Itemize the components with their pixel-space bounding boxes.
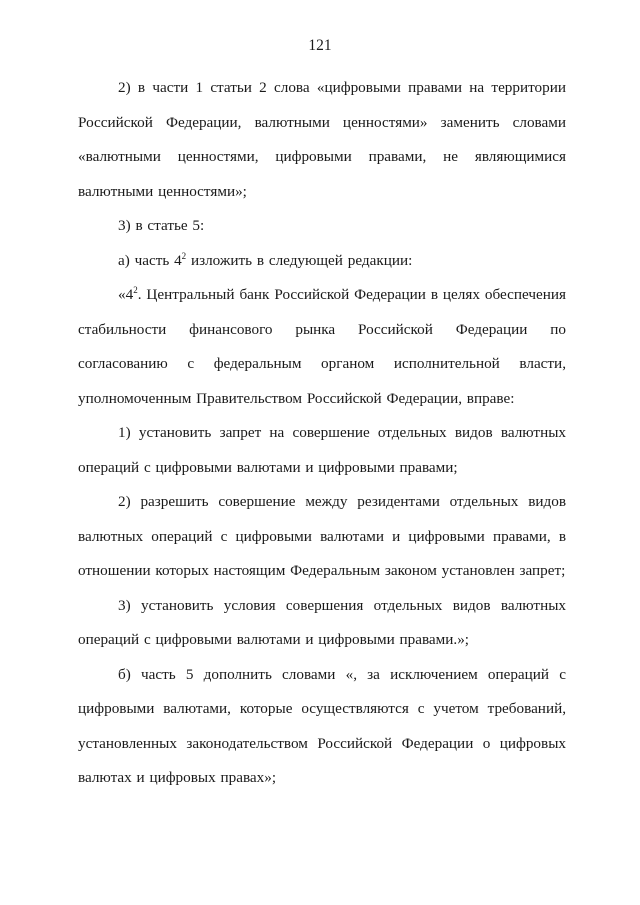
paragraph-item-2: 2) в части 1 статьи 2 слова «цифровыми правами на территории Российской Федерации, валютными ценностями» заменить словами «валютными ценностями, цифровыми правами, не являющимися валютными ценностями»; <box>78 79 566 200</box>
page-number: 121 <box>308 37 332 54</box>
paragraph-text: «4 <box>118 286 134 303</box>
paragraph-item-3: 3) в статье 5: <box>118 217 205 234</box>
superscript: 2 <box>181 250 187 261</box>
superscript: 2 <box>133 285 138 295</box>
paragraph-subitem-b: б) часть 5 дополнить словами «, за исключением операций с цифровыми валютами, которые осуществляются с учетом требований, установленных законодательством Российской Федерации о цифровых валютах и цифровых правах»; <box>78 665 566 786</box>
paragraph-clause-2: 2) разрешить совершение между резидентами отдельных видов валютных операций с цифровыми валютами и цифровыми правами, в отношении которых настоящим Федеральным законом установлен запрет; <box>78 493 566 579</box>
document-body <box>78 71 566 796</box>
paragraph-clause-1: 1) установить запрет на совершение отдельных видов валютных операций с цифровыми валютами и цифровыми правами; <box>78 424 566 476</box>
paragraph-clause-3: 3) установить условия совершения отдельных видов валютных операций с цифровыми валютами и цифровыми правами.»; <box>78 596 566 648</box>
paragraph-quoted-part-4-2 <box>78 278 566 416</box>
paragraph-text: а) часть 4 <box>118 251 182 269</box>
paragraph-text: изложить в следующей редакции: <box>186 251 413 269</box>
paragraph-text: . Центральный банк Российской Федерации в целях обеспечения стабильности финансового рынка Российской Федерации по согласованию с федеральным органом исполнительной власти, уполномоченным Правительством Российской Федерации, вправе: <box>78 286 566 407</box>
paragraph-subitem-a <box>78 244 566 279</box>
